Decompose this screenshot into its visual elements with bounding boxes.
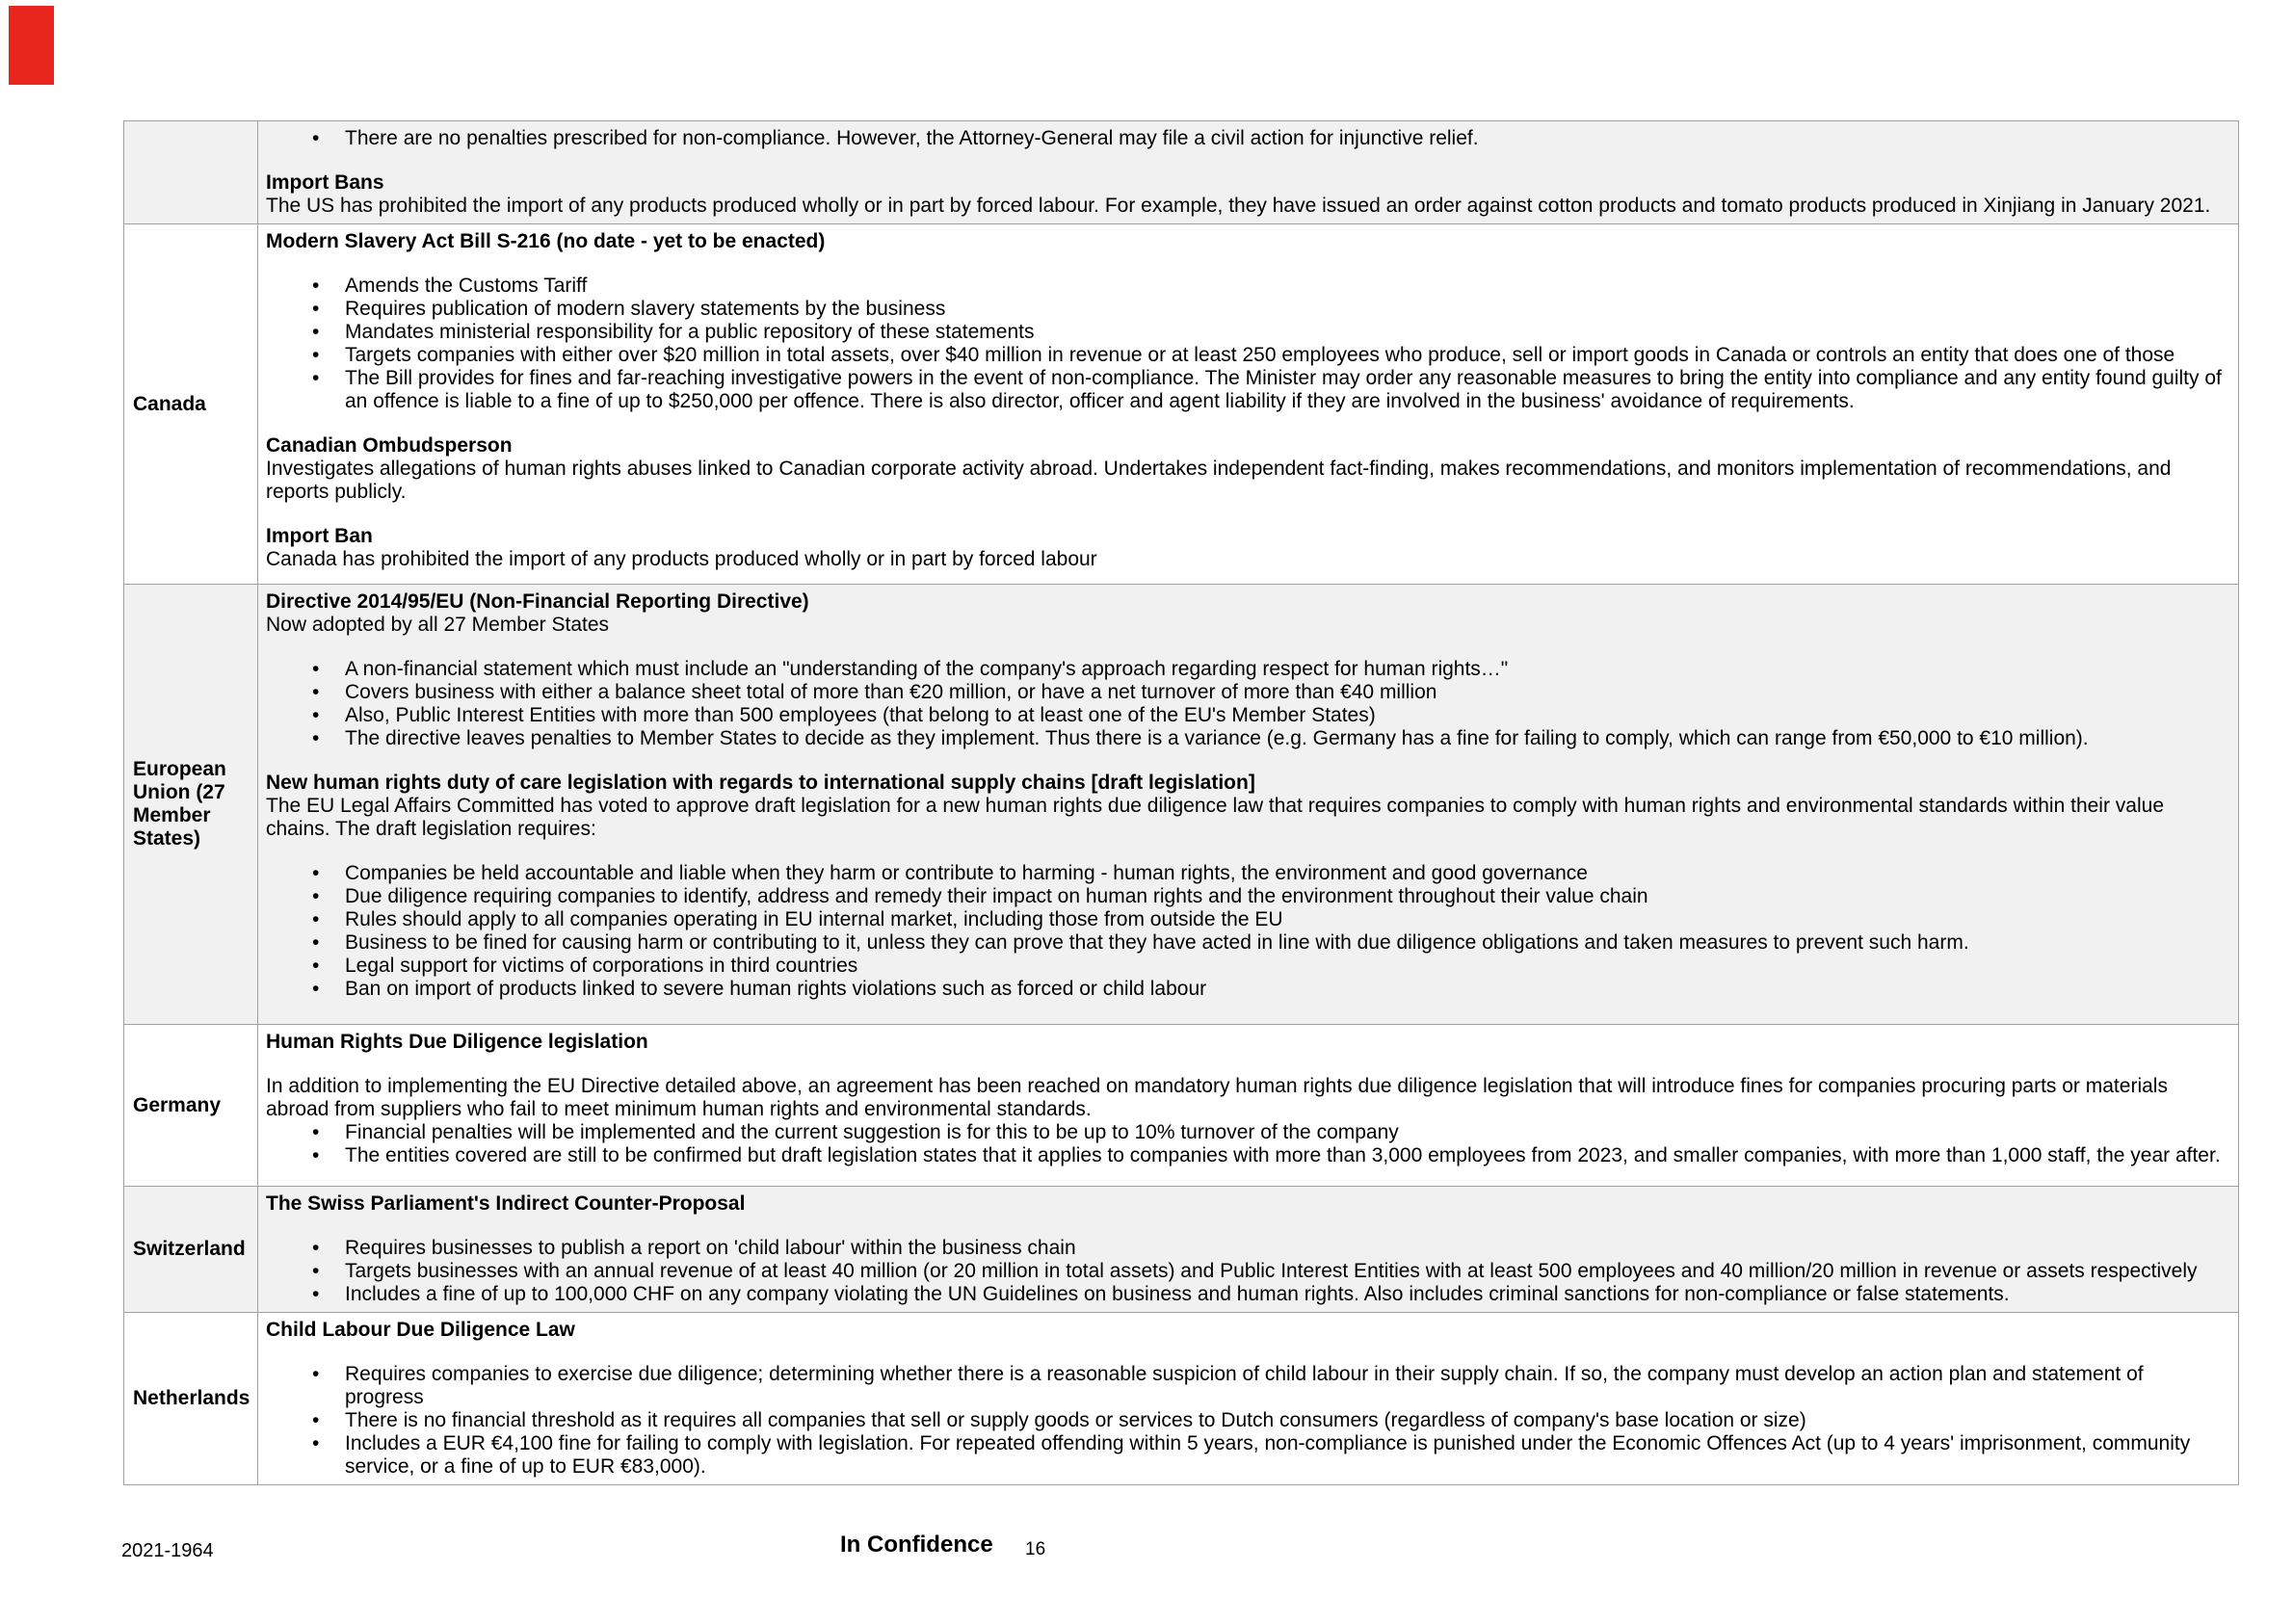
bullet-item: • Includes a EUR €4,100 fine for failing to comply with legislation. For repeated offending within 5 years, non-compliance is punished under the Economic Offences Act (up to 4 years' imprisonment, community service, or a fine of up to EUR €83,000). [266,1432,2225,1479]
gap [266,413,2225,434]
section-heading: Human Rights Due Diligence legislation [266,1031,648,1053]
country-cell [124,121,258,223]
bullet-item: • Rules should apply to all companies operating in EU internal market, including those from outside the EU [266,908,2225,931]
section-heading: New human rights duty of care legislation with regards to international supply chains [draft legislation] [266,772,1255,794]
section-heading: Directive 2014/95/EU (Non-Financial Reporting Directive) [266,590,809,613]
paragraph: Now adopted by all 27 Member States [266,614,610,636]
footer-classification: In Confidence [840,1532,993,1558]
bullet-item: • Ban on import of products linked to severe human rights violations such as forced or child labour [266,978,2225,1001]
bullet-item: • Requires companies to exercise due diligence; determining whether there is a reasonable suspicion of child labour in their supply chain. If so, the company must develop an action plan and statement of progress [266,1363,2225,1409]
legislation-cell [258,1025,2238,1186]
bullet-item: • The entities covered are still to be confirmed but draft legislation states that it applies to companies with more than 3,000 employees from 2023, and smaller companies, with more than 1,000 staff, the year after. [266,1144,2225,1167]
country-cell [124,1187,258,1312]
footer-page-number: 16 [1025,1539,1046,1559]
section-heading: The Swiss Parliament's Indirect Counter-Proposal [266,1192,746,1215]
paragraph: Investigates allegations of human rights abuses linked to Canadian corporate activity abroad. Undertakes independent fact-finding, makes recommendations, and monitors implementation of recommendations, and reports publicly. [266,458,2172,503]
paragraph: In addition to implementing the EU Directive detailed above, an agreement has been reached on mandatory human rights due diligence legislation that will introduce fines for companies procuring parts or materials abroad from suppliers who fail to meet minimum human rights and environmental standards. [266,1075,2168,1120]
country-cell [124,585,258,1024]
country-cell [124,1025,258,1186]
bullet-item: • The directive leaves penalties to Member States to decide as they implement. Thus there is a variance (e.g. Germany has a fine for failing to comply, which can range from €50,000 to €10 million). [266,727,2225,750]
gap [266,1342,2225,1363]
legislation-cell [258,224,2238,584]
bullet-item: • Business to be fined for causing harm or contributing to it, unless they can prove that they have acted in line with due diligence obligations and taken measures to prevent such harm. [266,931,2225,955]
gap [266,150,2225,171]
bullet-item: • Covers business with either a balance sheet total of more than €20 million, or have a net turnover of more than €40 million [266,681,2225,704]
bullet-list [266,127,2225,150]
gap [266,637,2225,658]
bullet-item: • Legal support for victims of corporations in third countries [266,955,2225,978]
bullet-item: • The Bill provides for fines and far-reaching investigative powers in the event of non-compliance. The Minister may order any reasonable measures to bring the entity into compliance and any entity found guilty of an offence is liable to a fine of up to $250,000 per offence. There is also director, officer and agent liability if they are involved in the business' avoidance of requirements. [266,367,2225,413]
legislation-cell [258,121,2238,223]
bullet-item: • Includes a fine of up to 100,000 CHF on any company violating the UN Guidelines on business and human rights. Also includes criminal sanctions for non-compliance or false statements. [266,1283,2225,1306]
legislation-cell [258,585,2238,1024]
bullet-item: • Targets companies with either over $20 million in total assets, over $40 million in revenue or at least 250 employees who produce, sell or import goods in Canada or controls an entity that does one of those [266,344,2225,367]
bullet-item: • There are no penalties prescribed for non-compliance. However, the Attorney-General may file a civil action for injunctive relief. [266,127,2225,150]
gap [266,841,2225,862]
gap [266,750,2225,772]
paragraph: The US has prohibited the import of any products produced wholly or in part by forced labour. For example, they have issued an order against cotton products and tomato products produced in Xinjiang in January 2021. [266,195,2211,217]
country-cell [124,1313,258,1484]
gap [266,253,2225,275]
paragraph: The EU Legal Affairs Committed has voted to approve draft legislation for a new human rights due diligence law that requires companies to comply with human rights and environmental standards within their value chains. The draft legislation requires: [266,795,2165,840]
gap [266,504,2225,525]
table-row [124,1313,2238,1485]
legislation-cell [258,1313,2238,1484]
legislation-table [123,120,2239,1485]
gap [266,1054,2225,1075]
bullet-item: • Amends the Customs Tariff [266,275,2225,298]
country-label: Canada [133,392,206,415]
bullet-list [266,1121,2225,1167]
country-label: Netherlands [133,1387,250,1409]
bullet-list [266,1363,2225,1479]
section-heading: Import Ban [266,525,373,547]
bullet-item: • Also, Public Interest Entities with more than 500 employees (that belong to at least one of the EU's Member States) [266,704,2225,727]
country-cell [124,224,258,584]
bullet-item: • There is no financial threshold as it requires all companies that sell or supply goods or services to Dutch consumers (regardless of company's base location or size) [266,1409,2225,1432]
bullet-list [266,1237,2225,1306]
country-label: European Union (27 Member States) [133,758,226,850]
bullet-list [266,275,2225,413]
bullet-item: • Companies be held accountable and liable when they harm or contribute to harming - human rights, the environment and good governance [266,862,2225,885]
bullet-item: • Targets businesses with an annual revenue of at least 40 million (or 20 million in total assets) and Public Interest Entities with at least 500 employees and 40 million/20 million in revenue or assets respectively [266,1260,2225,1283]
bullet-item: • Mandates ministerial responsibility for a public repository of these statements [266,321,2225,344]
bullet-item: • Requires businesses to publish a report on 'child labour' within the business chain [266,1237,2225,1260]
table-row [124,121,2238,224]
red-stamp-mark [9,6,54,85]
country-label: Germany [133,1093,222,1116]
bullet-list [266,862,2225,1001]
table-row [124,585,2238,1025]
section-heading: Modern Slavery Act Bill S-216 (no date - yet to be enacted) [266,230,826,252]
section-heading: Canadian Ombudsperson [266,434,513,457]
gap [266,1216,2225,1237]
bullet-list [266,658,2225,750]
bullet-item: • Financial penalties will be implemented and the current suggestion is for this to be up to 10% turnover of the company [266,1121,2225,1144]
bullet-item: • Requires publication of modern slavery statements by the business [266,298,2225,321]
table-row [124,224,2238,585]
footer-reference: 2021-1964 [121,1540,214,1561]
bullet-item: • A non-financial statement which must include an "understanding of the company's approach regarding respect for human rights…" [266,658,2225,681]
bullet-item: • Due diligence requiring companies to identify, address and remedy their impact on human rights and the environment throughout their value chain [266,885,2225,908]
section-heading: Child Labour Due Diligence Law [266,1319,575,1341]
table-row [124,1025,2238,1187]
section-heading: Import Bans [266,171,384,194]
country-label: Switzerland [133,1238,246,1260]
legislation-cell [258,1187,2238,1312]
paragraph: Canada has prohibited the import of any products produced wholly or in part by forced labour [266,548,1097,570]
table-row [124,1187,2238,1313]
